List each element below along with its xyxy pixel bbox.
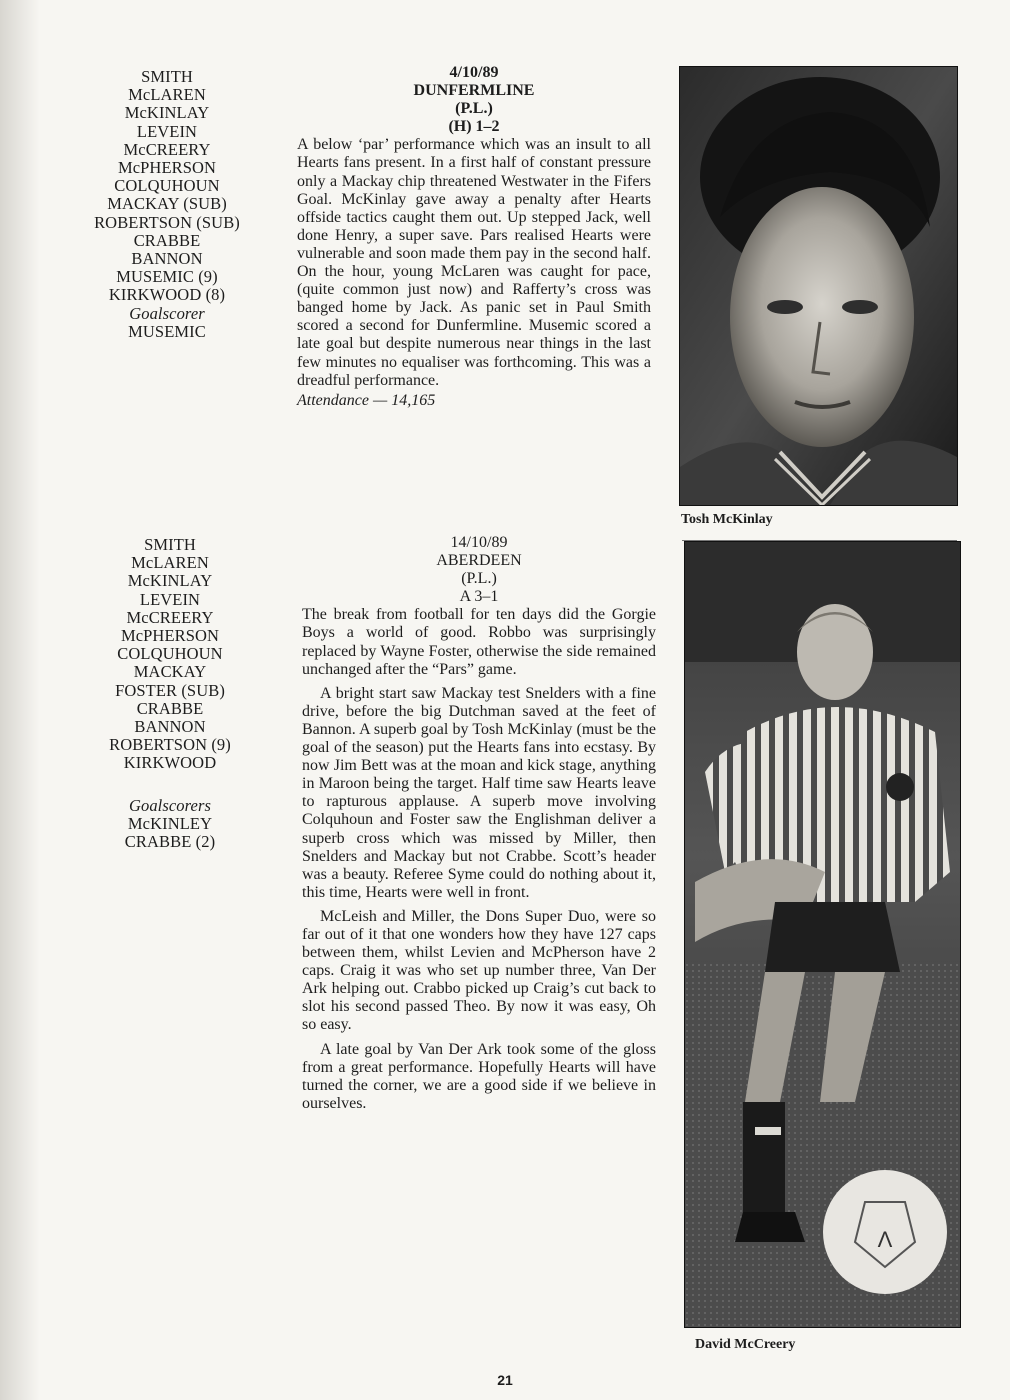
player-name: McLAREN	[128, 85, 206, 105]
match-opponent: DUNFERMLINE	[413, 82, 535, 100]
player-photo-david-mccreery	[684, 541, 961, 1328]
report-paragraph: A bright start saw Mackay test Snelders with a fine drive, before the big Dutchman saved at the feet of Bannon. A superb goal by Tosh McKinlay (must be the goal of the season) put the Hearts fans into ecstasy. By now Jim Bett was at the moan and kick stage, anything in Maroon being the target. Half time saw Hearts leave to rapturous applause. A superb move involving Colquhoun and Foster saw the Englishman deliver a superb cross which was missed by Miller, then Snelders and Mackay but not Crabbe. Scott’s header was a beauty. Referee Syme could do nothing about it, this time, Hearts were well in front.	[302, 684, 656, 901]
player-name: FOSTER (SUB)	[115, 680, 225, 700]
player-name: MACKAY	[133, 662, 207, 682]
match-date: 4/10/89	[449, 64, 499, 81]
player-name: LEVEIN	[139, 589, 201, 609]
report-paragraph: A late goal by Van Der Ark took some of the gloss from a great performance. Hopefully Hearts will have turned the corner, we are a good side if we believe in ourselves.	[302, 1040, 656, 1112]
goalscorer-name: CRABBE (2)	[124, 832, 216, 852]
photo-caption: Tosh McKinlay	[681, 512, 773, 527]
player-name: ROBERTSON (9)	[109, 735, 231, 755]
player-name: McCREERY	[123, 139, 211, 159]
player-name: KIRKWOOD	[123, 753, 217, 773]
player-name: McKINLAY	[127, 571, 213, 591]
match-competition: (P.L.)	[455, 100, 493, 118]
player-name: McLAREN	[131, 553, 209, 573]
match-report-1	[297, 64, 651, 410]
photo-caption: David McCreery	[695, 1337, 796, 1352]
goalscorer-name: McKINLEY	[127, 813, 213, 833]
player-name: ROBERTSON (SUB)	[94, 212, 240, 232]
player-name: MUSEMIC (9)	[116, 267, 218, 287]
player-name: KIRKWOOD (8)	[108, 285, 226, 305]
player-name: McCREERY	[126, 607, 214, 627]
player-photo-tosh-mckinlay	[679, 66, 958, 506]
action-photo-image	[685, 542, 960, 1327]
report-paragraph: A below ‘par’ performance which was an insult to all Hearts fans present. In a first half of constant pressure only a Mackay chip threatened Westwater in the Fifers Goal. McKinlay gave away a penalty after Hearts offside tactics caught them out. Up stepped Jack, well done Henry, a super save. Pars realised Hearts were vulnerable and soon made them pay in the second half. On the hour, young McLaren was caught for pace, (quite common just now) and Rafferty’s cross was banged home by Jack. As panic set in Paul Smith scored a second for Dunfermline. Musemic scored a late goal but despite numerous near things in the last few minutes no equaliser was forthcoming. This was a dreadful performance.	[297, 136, 651, 389]
svg-text:Λ: Λ	[877, 1227, 893, 1252]
player-name: COLQUHOUN	[114, 176, 220, 196]
player-name: BANNON	[134, 717, 206, 737]
lineup-match-2	[70, 536, 270, 851]
player-name: BANNON	[131, 249, 203, 269]
match-date: 14/10/89	[450, 534, 508, 551]
match-report-2	[302, 534, 656, 1113]
player-name: CRABBE	[136, 698, 204, 718]
player-name: LEVEIN	[136, 121, 198, 141]
report-paragraph: The break from football for ten days did the Gorgie Boys a world of good. Robbo was surprisingly replaced by Wayne Foster, otherwise the side remained unchanged after the “Pars” game.	[302, 606, 656, 678]
player-name: McPHERSON	[120, 626, 220, 646]
player-name: McPHERSON	[117, 158, 217, 178]
attendance: Attendance — 14,165	[297, 391, 436, 409]
player-name: CRABBE	[133, 230, 201, 250]
match-competition: (P.L.)	[461, 570, 497, 588]
portrait-image	[680, 67, 957, 505]
player-name: SMITH	[144, 535, 196, 554]
player-name: MACKAY (SUB)	[107, 194, 227, 214]
match-opponent: ABERDEEN	[436, 552, 522, 570]
page-binding-shadow	[0, 0, 40, 1400]
goalscorer-label: Goalscorer	[129, 303, 205, 323]
goalscorer-name: MUSEMIC	[128, 321, 206, 341]
match-result: (H) 1–2	[448, 118, 500, 136]
match-result: A 3–1	[459, 588, 499, 606]
player-name: McKINLAY	[124, 103, 210, 123]
goalscorer-label: Goalscorers	[128, 795, 212, 815]
report-paragraph: McLeish and Miller, the Dons Super Duo, were so far out of it that one wonders how they have 127 caps between them, whilst Levien and McPherson have 2 caps. Craig it was who set up number three, Van Der Ark helping out. Crabbo picked up Craig’s cut back to slot his second passed Theo. By now it was easy, Oh so easy.	[302, 907, 656, 1034]
player-name: COLQUHOUN	[117, 644, 223, 664]
lineup-match-1	[67, 68, 267, 341]
page-number: 21	[497, 1372, 513, 1388]
player-name: SMITH	[141, 67, 193, 86]
